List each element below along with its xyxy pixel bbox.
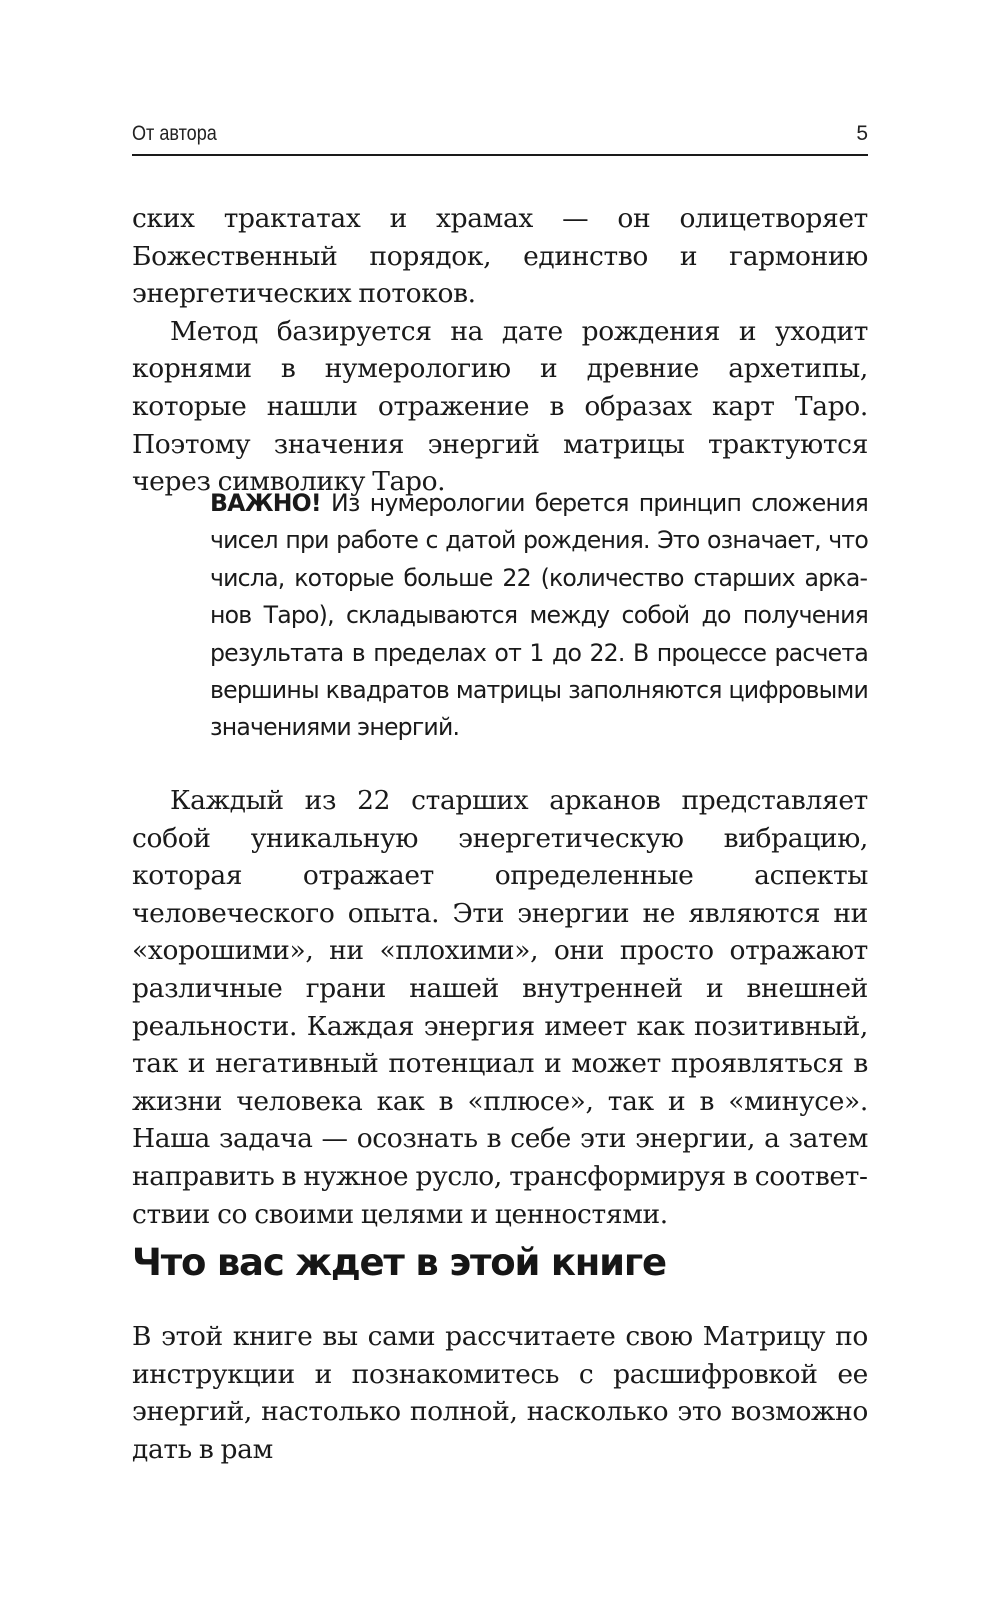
paragraph-method: Метод базируется на дате рождения и уходит корнями в нумерологию и древние архетипы, которые нашли отражение в образах карт Таро. Поэтому значения энергий матрицы трактуются через символику Таро. (132, 315, 868, 498)
section-title: От автора (132, 122, 217, 145)
important-note (210, 485, 868, 747)
section-heading: Что вас ждет в этой книге (132, 1241, 666, 1284)
paragraph-arcana: Каждый из 22 старших арканов представляет собой уникальную энергетическую вибрацию, которая отражает определенные аспекты человеческого опыта. Эти энергии не являются ни «хорошими», ни «плохими», они просто отражают различные грани нашей внутренней и внешней реальности. Каждая энергия имеет как позитивный, так и негативный потенциал и может проявляться в жизни человека как в «плюсе», так и в «минусе». Наша задача — осознать в себе эти энергии, а затем направить в нужное русло, трансформируя в соответствии со своими целями и ценностями. (132, 785, 868, 1230)
important-note-text: Из нумерологии берется принцип сложения чисел при работе с датой рождения. Это означает, что числа, которые больше 22 (количество старших арканов Таро), складываются между собой до получения результата в пределах от 1 до 22. В процессе расчета вершины квадратов матрицы заполняются цифровыми значениями энергий. (210, 489, 868, 742)
arcana-text-block (132, 782, 868, 1233)
important-label: ВАЖНО! (210, 489, 321, 517)
paragraph-book: В этой книге вы сами рассчитаете свою Матрицу по инструкции и познакомитесь с расшифровкой ее энергий, настолько полной, насколько это возможно дать в рам (132, 1321, 868, 1465)
intro-text-block (132, 200, 868, 501)
book-page (132, 0, 868, 1616)
book-text-block (132, 1318, 868, 1468)
paragraph-continued: ских трактатах и храмах — он олицетворяет Божественный порядок, единство и гармонию энергетических потоков. (132, 203, 868, 310)
running-header (132, 118, 868, 156)
page-number: 5 (856, 122, 868, 145)
